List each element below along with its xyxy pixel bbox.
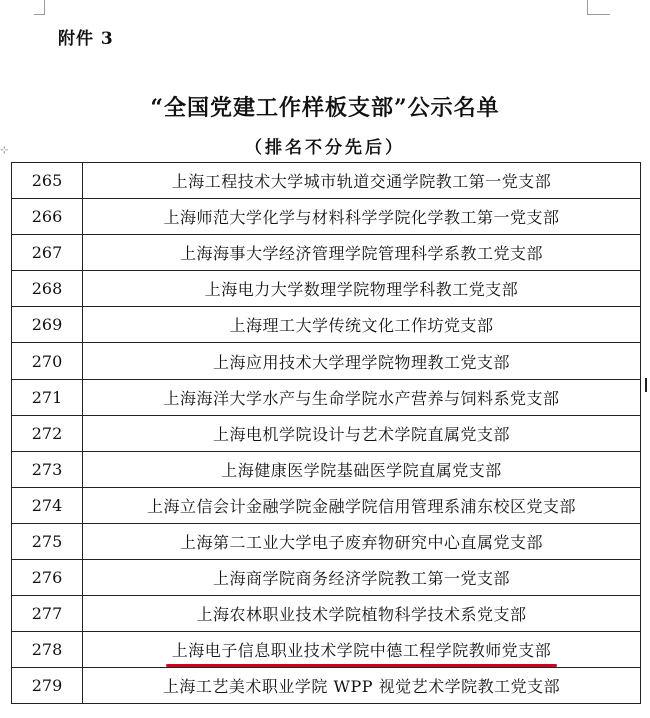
branch-name: 上海海洋大学水产与生命学院水产营养与饲料系党支部 bbox=[83, 379, 641, 415]
row-number: 265 bbox=[12, 163, 83, 199]
table-row bbox=[12, 451, 641, 487]
row-number: 266 bbox=[12, 199, 83, 235]
row-number: 271 bbox=[12, 379, 83, 415]
row-number: 275 bbox=[12, 523, 83, 559]
branch-name: 上海理工大学传统文化工作坊党支部 bbox=[83, 307, 641, 343]
branch-name: 上海工程技术大学城市轨道交通学院教工第一党支部 bbox=[83, 163, 641, 199]
table-row bbox=[12, 596, 641, 632]
table-row bbox=[12, 487, 641, 523]
branch-list-table bbox=[11, 162, 641, 704]
branch-name: 上海健康医学院基础医学院直属党支部 bbox=[83, 451, 641, 487]
row-number: 274 bbox=[12, 487, 83, 523]
row-number: 279 bbox=[12, 668, 83, 704]
row-number: 273 bbox=[12, 451, 83, 487]
row-number: 277 bbox=[12, 596, 83, 632]
table-row bbox=[12, 271, 641, 307]
table-row bbox=[12, 307, 641, 343]
branch-name: 上海农林职业技术学院植物科学技术系党支部 bbox=[83, 596, 641, 632]
row-number: 278 bbox=[12, 632, 83, 668]
row-number: 272 bbox=[12, 415, 83, 451]
table-row bbox=[12, 523, 641, 559]
branch-name-cell bbox=[83, 632, 641, 668]
branch-name: 上海工艺美术职业学院 WPP 视觉艺术学院教工党支部 bbox=[83, 668, 641, 704]
highlighted-branch-name bbox=[172, 638, 552, 661]
page-corner-mark-left bbox=[34, 0, 45, 15]
red-underline-annotation bbox=[166, 664, 558, 667]
table-row bbox=[12, 343, 641, 379]
branch-name: 上海电机学院设计与艺术学院直属党支部 bbox=[83, 415, 641, 451]
branch-name: 上海第二工业大学电子废弃物研究中心直属党支部 bbox=[83, 523, 641, 559]
row-number: 269 bbox=[12, 307, 83, 343]
page-title: “全国党建工作样板支部”公示名单 bbox=[150, 95, 500, 121]
page-corner-mark-right bbox=[587, 0, 610, 15]
attachment-label: 附件 3 bbox=[58, 29, 114, 49]
table-move-handle-icon[interactable]: ⊹ bbox=[0, 145, 9, 156]
table-row bbox=[12, 668, 641, 704]
page-subtitle: （排名不分先后） bbox=[245, 138, 405, 158]
branch-name: 上海海事大学经济管理学院管理科学系教工党支部 bbox=[83, 235, 641, 271]
row-number: 276 bbox=[12, 560, 83, 596]
branch-name: 上海商学院商务经济学院教工第一党支部 bbox=[83, 560, 641, 596]
table-row bbox=[12, 235, 641, 271]
page-edge-mark bbox=[645, 378, 647, 392]
row-number: 268 bbox=[12, 271, 83, 307]
table-row bbox=[12, 560, 641, 596]
table-row bbox=[12, 163, 641, 199]
branch-name: 上海电力大学数理学院物理学科教工党支部 bbox=[83, 271, 641, 307]
row-number: 270 bbox=[12, 343, 83, 379]
branch-name: 上海师范大学化学与材料科学学院化学教工第一党支部 bbox=[83, 199, 641, 235]
branch-name: 上海电子信息职业技术学院中德工程学院教师党支部 bbox=[171, 641, 552, 661]
table-row bbox=[12, 199, 641, 235]
table-row-highlighted bbox=[12, 632, 641, 668]
table-row bbox=[12, 415, 641, 451]
table-row bbox=[12, 379, 641, 415]
branch-name: 上海立信会计金融学院金融学院信用管理系浦东校区党支部 bbox=[83, 487, 641, 523]
row-number: 267 bbox=[12, 235, 83, 271]
branch-name: 上海应用技术大学理学院物理教工党支部 bbox=[83, 343, 641, 379]
